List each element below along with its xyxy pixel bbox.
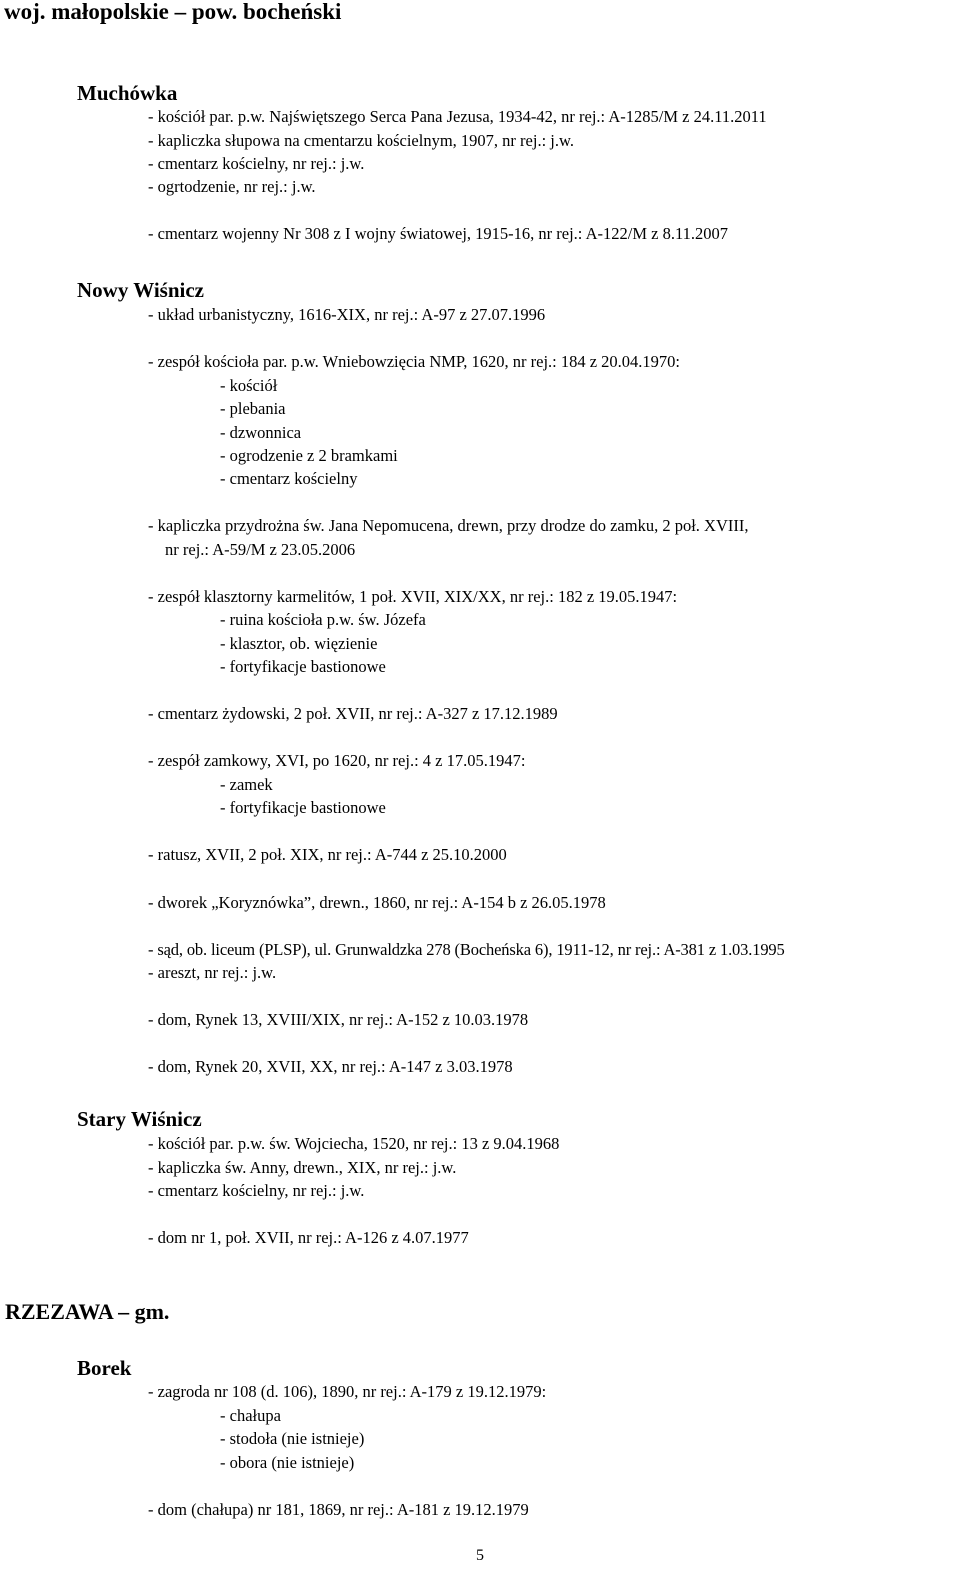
list-item: - zagroda nr 108 (d. 106), 1890, nr rej.: A-179 z 19.12.1979: bbox=[148, 1382, 547, 1401]
list-item: - dom (chałupa) nr 181, 1869, nr rej.: A-181 z 19.12.1979 bbox=[148, 1500, 529, 1519]
sub-item: - cmentarz kościelny bbox=[220, 469, 358, 488]
page-number: 5 bbox=[476, 1547, 484, 1564]
list-item: - cmentarz żydowski, 2 poł. XVII, nr rej.: A-327 z 17.12.1989 bbox=[148, 704, 558, 723]
sub-item: - ogrodzenie z 2 bramkami bbox=[220, 446, 398, 465]
list-item: - dworek „Koryznówka”, drewn., 1860, nr rej.: A-154 b z 26.05.1978 bbox=[148, 893, 606, 912]
sub-item: - plebania bbox=[220, 399, 286, 418]
list-item-continuation: nr rej.: A-59/M z 23.05.2006 bbox=[165, 540, 356, 559]
page-title: woj. małopolskie – pow. bocheński bbox=[4, 0, 342, 24]
list-item: - sąd, ob. liceum (PLSP), ul. Grunwaldzka 278 (Bocheńska 6), 1911-12, nr rej.: A-381 z 1.03.1995 bbox=[148, 940, 785, 959]
list-item: - dom, Rynek 13, XVIII/XIX, nr rej.: A-152 z 10.03.1978 bbox=[148, 1010, 529, 1029]
list-item: - areszt, nr rej.: j.w. bbox=[148, 963, 277, 982]
list-item: - dom, Rynek 20, XVII, XX, nr rej.: A-147 z 3.03.1978 bbox=[148, 1057, 513, 1076]
sub-item: - klasztor, ob. więzienie bbox=[220, 634, 378, 653]
locality-heading-nowy-wisnicz: Nowy Wiśnicz bbox=[77, 278, 204, 302]
sub-item: - kościół bbox=[220, 376, 278, 395]
sub-item: - chałupa bbox=[220, 1406, 281, 1425]
list-item: - układ urbanistyczny, 1616-XIX, nr rej.: A-97 z 27.07.1996 bbox=[148, 305, 546, 324]
list-item: - cmentarz wojenny Nr 308 z I wojny światowej, 1915-16, nr rej.: A-122/M z 8.11.2007 bbox=[148, 224, 728, 243]
list-item: - ogrtodzenie, nr rej.: j.w. bbox=[148, 177, 316, 196]
list-item: - kościół par. p.w. św. Wojciecha, 1520, nr rej.: 13 z 9.04.1968 bbox=[148, 1134, 560, 1153]
sub-item: - dzwonnica bbox=[220, 423, 302, 442]
sub-item: - zamek bbox=[220, 775, 273, 794]
list-item: - kapliczka św. Anny, drewn., XIX, nr rej.: j.w. bbox=[148, 1158, 457, 1177]
gmina-heading: RZEZAWA – gm. bbox=[5, 1299, 170, 1324]
list-item: - zespół kościoła par. p.w. Wniebowzięcia NMP, 1620, nr rej.: 184 z 20.04.1970: bbox=[148, 352, 681, 371]
list-item: - dom nr 1, poł. XVII, nr rej.: A-126 z 4.07.1977 bbox=[148, 1228, 469, 1247]
list-item: - kapliczka słupowa na cmentarzu kościelnym, 1907, nr rej.: j.w. bbox=[148, 131, 574, 150]
sub-item: - stodoła (nie istnieje) bbox=[220, 1429, 365, 1448]
list-item: - cmentarz kościelny, nr rej.: j.w. bbox=[148, 1181, 365, 1200]
list-item: - zespół klasztorny karmelitów, 1 poł. XVII, XIX/XX, nr rej.: 182 z 19.05.1947: bbox=[148, 587, 678, 606]
locality-heading-stary-wisnicz: Stary Wiśnicz bbox=[77, 1107, 202, 1131]
list-item: - zespół zamkowy, XVI, po 1620, nr rej.: 4 z 17.05.1947: bbox=[148, 751, 526, 770]
list-item: - ratusz, XVII, 2 poł. XIX, nr rej.: A-744 z 25.10.2000 bbox=[148, 845, 507, 864]
sub-item: - obora (nie istnieje) bbox=[220, 1453, 355, 1472]
list-item: - kapliczka przydrożna św. Jana Nepomucena, drewn, przy drodze do zamku, 2 poł. XVIII, bbox=[148, 516, 749, 535]
sub-item: - ruina kościoła p.w. św. Józefa bbox=[220, 610, 426, 629]
sub-item: - fortyfikacje bastionowe bbox=[220, 657, 386, 676]
locality-heading-muchowka: Muchówka bbox=[77, 81, 178, 105]
list-item: - kościół par. p.w. Najświętszego Serca Pana Jezusa, 1934-42, nr rej.: A-1285/M z 24.11.2011 bbox=[148, 107, 767, 126]
list-item: - cmentarz kościelny, nr rej.: j.w. bbox=[148, 154, 365, 173]
sub-item: - fortyfikacje bastionowe bbox=[220, 798, 386, 817]
locality-heading-borek: Borek bbox=[77, 1356, 132, 1380]
